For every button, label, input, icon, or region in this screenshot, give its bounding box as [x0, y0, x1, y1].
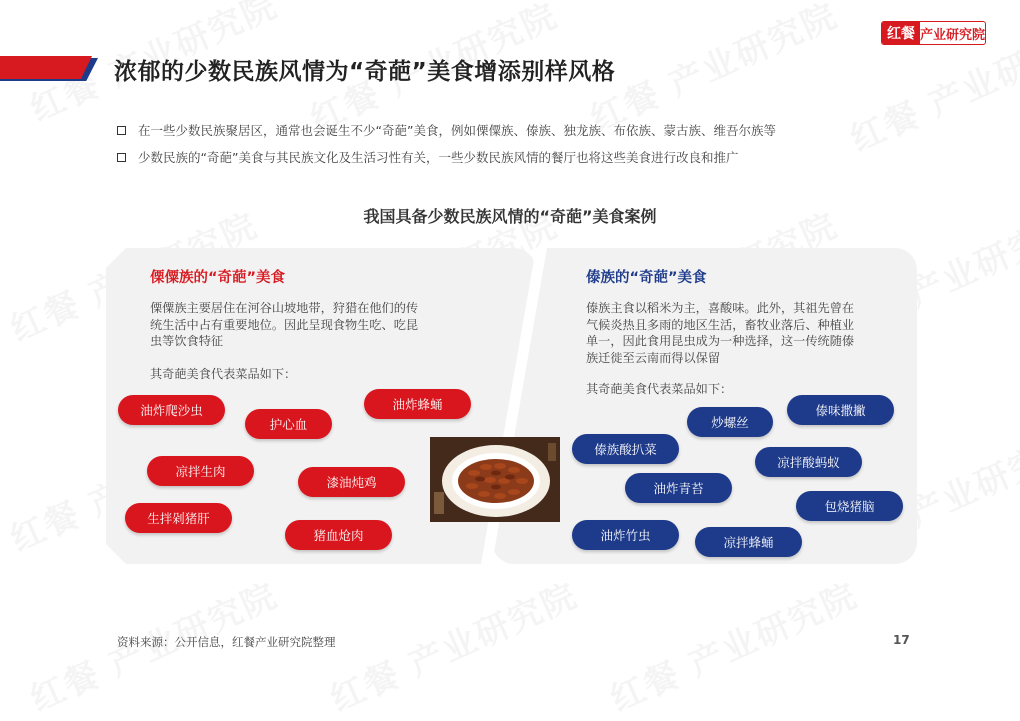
bullet-text: 少数民族的“奇葩”美食与其民族文化及生活习性有关，一些少数民族风情的餐厅也将这些美食进行改良和推广: [138, 150, 739, 165]
square-bullet-icon: [117, 153, 126, 162]
desc-line: 统生活中占有重要地位。因此呈现食物生吃、吃昆: [150, 317, 419, 332]
section-title: 我国具备少数民族风情的“奇葩”美食案例: [363, 207, 657, 226]
dish-pill: 生拌剁猪肝: [125, 503, 232, 533]
bullet-text: 在一些少数民族聚居区，通常也会诞生不少“奇葩”美食，例如傈僳族、傣族、独龙族、布依族、蒙古族、维吾尔族等: [138, 123, 776, 138]
lisu-description: [150, 300, 418, 350]
desc-line: 傣族主食以稻米为主，喜酸味。此外，其祖先曾在: [586, 301, 855, 315]
desc-line: 气候炎热且多雨的地区生活，畜牧业落后、种植业: [586, 317, 855, 332]
logo-mark: 红餐: [882, 22, 920, 44]
square-bullet-icon: [117, 126, 126, 135]
dish-pill: 油炸青苔: [625, 473, 732, 503]
dish-pill: 凉拌生肉: [147, 456, 254, 486]
lisu-dishes-label: 其奇葩美食代表菜品如下：: [150, 367, 297, 381]
dish-pill: 傣族酸扒菜: [572, 434, 679, 464]
dish-pill: 包烧猪脑: [796, 491, 903, 521]
dish-pill: 凉拌酸蚂蚁: [755, 447, 862, 477]
dish-pill: 漆油炖鸡: [298, 467, 405, 497]
watermark: [602, 568, 865, 721]
bullet-item: [117, 121, 776, 139]
food-photo: [430, 437, 560, 522]
watermark: [582, 0, 845, 141]
bullet-item: [117, 148, 738, 166]
desc-line: 傈僳族主要居住在河谷山坡地带，狩猎在他们的传: [150, 301, 419, 315]
dai-description: [586, 300, 854, 366]
dai-dishes-label: 其奇葩美食代表菜品如下：: [586, 382, 733, 396]
watermark: [322, 568, 585, 721]
dish-pill: 炒螺丝: [687, 407, 773, 437]
dish-pill: 油炸蜂蛹: [364, 389, 471, 419]
title-accent-red: [0, 56, 92, 79]
fried-insects-plate-image: [430, 437, 560, 522]
lisu-panel-title: 傈僳族的“奇葩”美食: [150, 270, 286, 286]
dish-pill: 猪血炝肉: [285, 520, 392, 550]
dish-pill: 油炸竹虫: [572, 520, 679, 550]
brand-logo: [881, 21, 986, 45]
desc-line: 虫等饮食特征: [150, 334, 224, 348]
dai-panel-title: 傣族的“奇葩”美食: [586, 270, 707, 286]
source-note: 资料来源：公开信息，红餐产业研究院整理: [117, 635, 336, 649]
page-number: 17: [893, 633, 910, 647]
logo-text: 产业研究院: [920, 27, 986, 43]
desc-line: 单一，因此食用昆虫成为一种选择，这一传统随傣: [586, 334, 855, 348]
dish-pill: 凉拌蜂蛹: [695, 527, 802, 557]
dish-pill: 傣味撒撇: [787, 395, 894, 425]
desc-line: 族迁徙至云南而得以保留: [586, 350, 721, 365]
dish-pill: 油炸爬沙虫: [118, 395, 225, 425]
dish-pill: 护心血: [245, 409, 332, 439]
page-title: 浓郁的少数民族风情为“奇葩”美食增添别样风格: [114, 59, 616, 85]
